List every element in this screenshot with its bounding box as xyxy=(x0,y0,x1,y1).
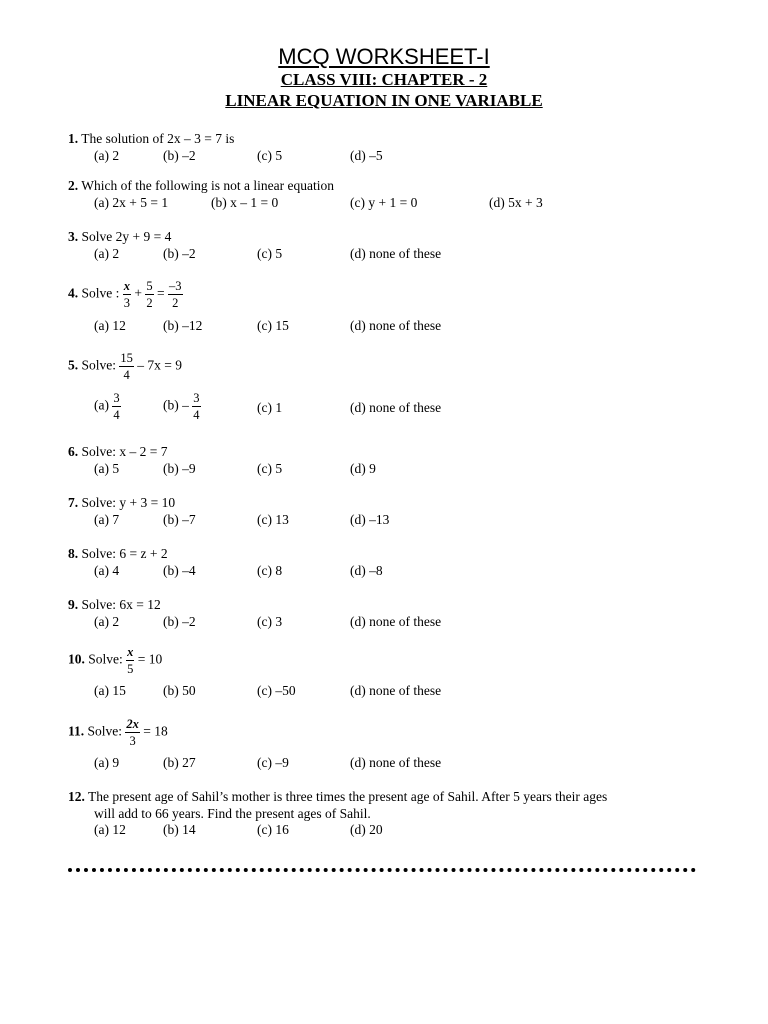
option-a: (a) 9 xyxy=(94,755,120,770)
operator: = xyxy=(157,285,165,301)
option-b: (b) 14 xyxy=(163,822,196,837)
option-d: (d) none of these xyxy=(350,614,442,629)
denominator: 5 xyxy=(127,661,134,676)
question-text: Solve: xyxy=(88,651,123,667)
option-d: (d) 20 xyxy=(350,822,383,837)
option-c: (c) –50 xyxy=(257,683,296,698)
question-12 xyxy=(68,789,607,805)
question-9 xyxy=(68,597,161,613)
question-number: 9. xyxy=(68,597,79,612)
option-c: (c) 8 xyxy=(257,563,283,578)
option-c: (c) 5 xyxy=(257,461,283,476)
question-6 xyxy=(68,444,168,460)
question-text: Solve: xyxy=(81,357,117,373)
option-b: (b) –2 xyxy=(163,246,196,261)
question-text: Solve 2y + 9 = 4 xyxy=(81,229,172,244)
question-3 xyxy=(68,229,171,245)
numerator: 2x xyxy=(126,717,139,731)
option-b: (b) –12 xyxy=(163,318,203,333)
question-text: Solve: xyxy=(87,723,123,739)
option-label: (a) xyxy=(94,397,109,413)
option-c: (c) 3 xyxy=(257,614,283,629)
option-d: (d) none of these xyxy=(350,400,442,415)
option-a: (a) 2x + 5 = 1 xyxy=(94,195,169,210)
option-d: (d) –8 xyxy=(350,563,383,578)
question-text: The solution of 2x – 3 = 7 is xyxy=(81,131,235,146)
option-d: (d) none of these xyxy=(350,318,442,333)
numerator: 5 xyxy=(146,279,153,293)
equation-rest: – 7x = 9 xyxy=(137,357,183,373)
option-b: (b) –9 xyxy=(163,461,196,476)
option-c: (c) –9 xyxy=(257,755,289,770)
question-number: 12. xyxy=(68,789,85,804)
option-a: (a) 12 xyxy=(94,822,126,837)
class-chapter-heading: CLASS VIII: CHAPTER - 2 xyxy=(280,70,488,89)
fraction xyxy=(145,280,153,309)
question-number: 8. xyxy=(68,546,79,561)
denominator: 3 xyxy=(129,733,136,748)
question-text: The present age of Sahil’s mother is three times the present age of Sahil. After 5 years their ages xyxy=(88,789,608,804)
option-b: (b) 27 xyxy=(163,755,196,770)
option-a: (a) 2 xyxy=(94,614,120,629)
option-d: (d) none of these xyxy=(350,246,442,261)
denominator: 4 xyxy=(193,407,200,422)
fraction xyxy=(192,392,200,421)
question-11 xyxy=(68,718,168,747)
question-text: Solve: 6x = 12 xyxy=(81,597,161,612)
question-text: Solve: x – 2 = 7 xyxy=(81,444,168,459)
numerator: 3 xyxy=(113,391,120,405)
option-a: (a) 15 xyxy=(94,683,126,698)
option-d: (d) –13 xyxy=(350,512,390,527)
numerator: x xyxy=(123,279,131,293)
option-b: (b) x – 1 = 0 xyxy=(211,195,279,210)
option-b: (b) 50 xyxy=(163,683,196,698)
operator: + xyxy=(134,285,143,301)
option-a: (a) 12 xyxy=(94,318,126,333)
numerator: –3 xyxy=(169,279,182,293)
equation-rest: = 18 xyxy=(143,723,168,739)
denominator: 4 xyxy=(113,407,120,422)
option-c: (c) 5 xyxy=(257,246,283,261)
question-number: 5. xyxy=(68,357,79,373)
question-number: 1. xyxy=(68,131,79,146)
option-a: (a) 4 xyxy=(94,563,120,578)
question-number: 4. xyxy=(68,285,79,301)
question-number: 11. xyxy=(68,723,85,739)
fraction xyxy=(126,646,134,675)
worksheet-title: MCQ WORKSHEET-I xyxy=(278,44,490,69)
option-b: (b) –4 xyxy=(163,563,196,578)
question-number: 3. xyxy=(68,229,79,244)
question-number: 2. xyxy=(68,178,79,193)
question-8 xyxy=(68,546,168,562)
question-number: 6. xyxy=(68,444,79,459)
question-text: Solve : xyxy=(81,285,120,301)
chapter-title: LINEAR EQUATION IN ONE VARIABLE xyxy=(225,91,543,110)
question-text: Solve: 6 = z + 2 xyxy=(81,546,168,561)
option-c: (c) 13 xyxy=(257,512,289,527)
question-1 xyxy=(68,131,234,147)
option-c: (c) 16 xyxy=(257,822,289,837)
denominator: 2 xyxy=(146,295,153,310)
fraction xyxy=(168,280,183,309)
option-d: (d) none of these xyxy=(350,755,442,770)
option-b: (b) –7 xyxy=(163,512,196,527)
denominator: 3 xyxy=(123,295,131,310)
question-text-continued: will add to 66 years. Find the present ages of Sahil. xyxy=(94,806,371,821)
fraction xyxy=(112,392,120,421)
fraction xyxy=(123,280,131,309)
numerator: x xyxy=(127,645,134,659)
equation-rest: = 10 xyxy=(137,651,163,667)
option-d: (d) none of these xyxy=(350,683,442,698)
denominator: 2 xyxy=(172,295,179,310)
option-c: (c) 15 xyxy=(257,318,289,333)
option-a: (a) 2 xyxy=(94,148,120,163)
option-b xyxy=(163,392,201,421)
option-c: (c) 5 xyxy=(257,148,283,163)
question-text: Solve: y + 3 = 10 xyxy=(81,495,176,510)
question-2 xyxy=(68,178,334,194)
option-a: (a) 2 xyxy=(94,246,120,261)
question-7 xyxy=(68,495,175,511)
option-a: (a) 7 xyxy=(94,512,120,527)
numerator: 15 xyxy=(120,351,133,365)
numerator: 3 xyxy=(193,391,200,405)
option-c: (c) y + 1 = 0 xyxy=(350,195,418,210)
option-a: (a) 5 xyxy=(94,461,120,476)
option-d: (d) –5 xyxy=(350,148,383,163)
option-d: (d) 5x + 3 xyxy=(489,195,543,210)
question-5 xyxy=(68,352,182,381)
question-text: Which of the following is not a linear equation xyxy=(81,178,334,193)
option-label: (b) – xyxy=(163,397,189,413)
option-c: (c) 1 xyxy=(257,400,283,415)
option-b: (b) –2 xyxy=(163,614,196,629)
dotted-separator xyxy=(68,868,696,876)
option-d: (d) 9 xyxy=(350,461,376,476)
question-10 xyxy=(68,646,162,675)
fraction xyxy=(125,718,140,747)
option-a xyxy=(94,392,121,421)
denominator: 4 xyxy=(123,367,130,382)
question-number: 10. xyxy=(68,651,85,667)
question-number: 7. xyxy=(68,495,79,510)
fraction xyxy=(119,352,134,381)
question-4 xyxy=(68,280,183,309)
option-b: (b) –2 xyxy=(163,148,196,163)
